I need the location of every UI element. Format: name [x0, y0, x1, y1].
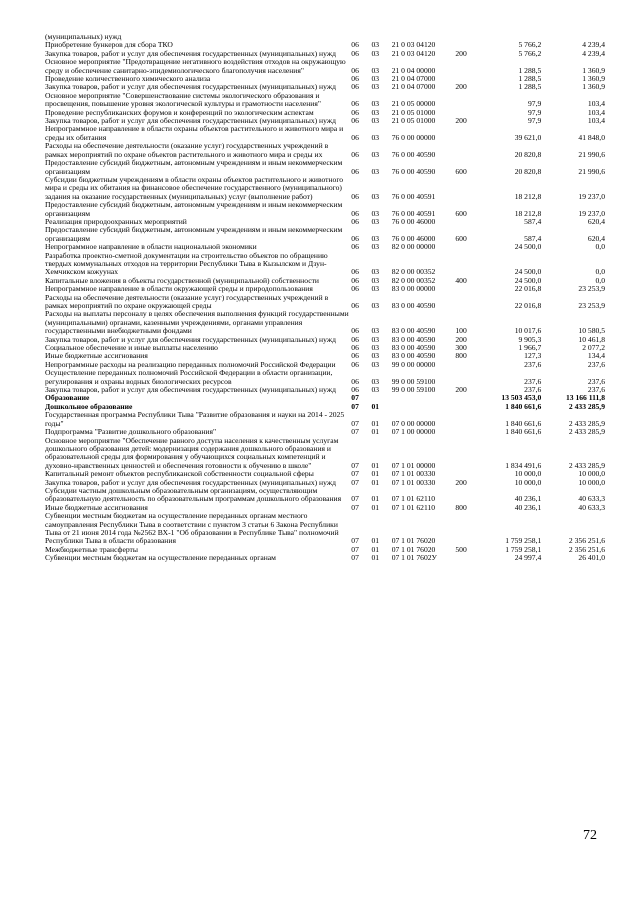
page-number: 72	[583, 828, 597, 843]
budget-table-body	[45, 33, 605, 563]
target-article-code: 83 0 00 40590	[391, 326, 436, 336]
target-article-code: 07 1 01 00330	[391, 477, 436, 487]
amount-year-2: 0,0	[595, 267, 605, 277]
amount-year-2: 0,0	[595, 275, 605, 285]
amount-year-1: 1 288,5	[518, 65, 542, 75]
amount-year-1: 237,6	[524, 385, 542, 395]
table-row	[45, 92, 605, 109]
amount-year-2: 4 239,4	[582, 48, 605, 58]
section-code: 06	[351, 343, 359, 353]
amount-year-1: 97,9	[527, 107, 542, 117]
target-article-code: 99 0 00 59100	[391, 385, 436, 395]
amount-year-1: 1 759 258,1	[505, 536, 542, 546]
subsection-code: 03	[371, 301, 380, 310]
amount-year-2: 2 433 285,9	[568, 427, 605, 437]
expense-type-code	[455, 361, 477, 369]
row-name: Расходы на выплаты персоналу в целях обеспечения выполнения функций государственными (муниципальными) органами, казенными учреждениями, органами управления государственными внебюджетными фондами	[45, 309, 349, 336]
amount-year-1: 9 905,3	[518, 334, 542, 344]
amount-year-1: 97,9	[527, 116, 542, 126]
row-name: Предоставление субсидий бюджетным, автономным учреждениям и иным некоммерческим организациям	[45, 225, 343, 243]
amount-year-1: 40 236,1	[514, 494, 542, 504]
expense-type-code	[455, 428, 477, 436]
subsection-code: 01	[371, 544, 380, 554]
row-name: Капитальный ремонт объектов республиканской собственности социальной сферы	[45, 469, 314, 479]
expense-type-code: 200	[455, 477, 467, 487]
amount-year-1: 24 500,0	[514, 267, 542, 277]
amount-year-2: 10 000,0	[578, 477, 605, 487]
target-article-code: 21 0 05 00000	[391, 99, 436, 109]
table-row	[45, 252, 605, 277]
table-row	[45, 58, 605, 75]
expense-type-code: 600	[455, 233, 467, 243]
section-code: 06	[351, 326, 359, 336]
target-article-code: 07 1 01 62110	[391, 494, 436, 504]
row-name: Закупка товаров, работ и услуг для обеспечения государственных (муниципальных) нужд	[45, 385, 336, 395]
target-article-code: 07 1 01 00330	[391, 469, 436, 479]
amount-year-1: 1 840 661,6	[505, 427, 542, 437]
section-code: 06	[351, 191, 359, 201]
subsection-code: 01	[371, 469, 380, 479]
amount-year-2: 40 633,3	[578, 502, 605, 512]
section-code: 06	[351, 166, 359, 176]
expense-type-code	[455, 554, 477, 562]
subsection-code: 01	[371, 401, 380, 411]
subsection-code: 03	[371, 242, 380, 252]
row-name: Проведение количественного химического анализа	[45, 74, 211, 84]
amount-year-1: 20 820,8	[514, 166, 542, 176]
row-name: Основное мероприятие "Обеспечение равного доступа населения к качественным услугам дошкольного образования детей: модернизация содержания дошкольного образования и образовательной среды для формирования у обучающихся социальных компетенций и духовно-нравственных ценностей и обеспечения готовности к обучению в школе"	[45, 435, 339, 470]
subsection-code: 03	[371, 99, 380, 109]
expense-type-code: 200	[455, 385, 467, 395]
row-name: Закупка товаров, работ и услуг для обеспечения государственных (муниципальных) нужд	[45, 48, 336, 58]
expense-type-code	[455, 92, 477, 109]
expense-type-code	[455, 512, 477, 546]
expense-type-code	[455, 142, 477, 159]
section-code: 06	[351, 99, 359, 109]
row-name: Государственная программа Республики Тыва "Развитие образования и науки на 2014 - 2025 годы"	[45, 410, 345, 428]
subsection-code: 03	[371, 116, 380, 126]
target-article-code: 83 0 00 40590	[391, 301, 436, 310]
amount-year-2: 2 433 285,9	[568, 460, 605, 470]
amount-year-1: 97,9	[527, 99, 542, 109]
target-article-code: 21 0 04 07000	[391, 74, 436, 84]
row-name: Межбюджетные трансферты	[45, 544, 138, 554]
target-article-code: 76 0 00 00000	[391, 132, 436, 142]
expense-type-code	[455, 252, 477, 277]
section-code: 06	[351, 275, 359, 285]
expense-type-code: 600	[455, 208, 467, 218]
table-row	[45, 125, 605, 142]
target-article-code: 21 0 04 00000	[391, 65, 436, 75]
subsection-code: 03	[371, 74, 380, 84]
amount-year-2: 237,6	[587, 376, 605, 386]
section-code: 06	[351, 267, 359, 277]
amount-year-1: 5 766,2	[518, 40, 542, 50]
subsection-code: 03	[371, 216, 380, 226]
amount-year-2: 10 000,0	[578, 469, 605, 479]
amount-year-1: 24 500,0	[514, 275, 542, 285]
subsection-code: 03	[371, 267, 380, 277]
amount-year-2: 237,6	[587, 385, 605, 395]
subsection-code: 03	[371, 351, 380, 361]
amount-year-2: 40 633,3	[578, 494, 605, 504]
target-article-code: 76 0 00 40591	[391, 191, 436, 201]
subsection-code: 03	[371, 233, 380, 243]
row-name: Капитальные вложения в объекты государственной (муниципальной) собственности	[45, 275, 319, 285]
amount-year-1: 1 840 661,6	[505, 418, 542, 428]
amount-year-2: 134,4	[587, 351, 605, 361]
expense-type-code	[455, 437, 477, 471]
section-code: 07	[351, 418, 359, 428]
section-code: 06	[351, 149, 359, 159]
subsection-code: 03	[371, 284, 380, 294]
table-row	[45, 554, 605, 562]
subsection-code: 01	[371, 502, 380, 512]
amount-year-2: 620,4	[587, 233, 605, 243]
target-article-code: 82 0 00 00352	[391, 267, 436, 277]
section-code: 07	[351, 427, 359, 437]
expense-type-code	[455, 243, 477, 251]
row-name: Социальное обеспечение и иные выплаты населению	[45, 343, 218, 353]
row-name: Закупка товаров, работ и услуг для обеспечения государственных (муниципальных) нужд	[45, 477, 336, 487]
amount-year-1: 1 840 661,6	[505, 401, 542, 411]
amount-year-2: 1 360,9	[582, 74, 605, 84]
section-code: 06	[351, 233, 359, 243]
table-row	[45, 201, 605, 218]
amount-year-1: 1 288,5	[518, 82, 542, 92]
subsection-code: 03	[371, 107, 380, 117]
target-article-code: 99 0 00 59100	[391, 376, 436, 386]
target-article-code: 07 1 01 00000	[391, 460, 436, 470]
expense-type-code	[455, 403, 477, 411]
section-code: 07	[351, 553, 359, 563]
subsection-code: 03	[371, 376, 380, 386]
amount-year-2: 19 237,0	[578, 208, 605, 218]
section-code: 06	[351, 351, 359, 361]
amount-year-1: 22 016,8	[514, 301, 542, 310]
amount-year-2: 103,4	[587, 116, 605, 126]
amount-year-1: 587,4	[524, 216, 542, 226]
subsection-code: 01	[371, 460, 380, 470]
expense-type-code: 200	[455, 116, 467, 126]
expense-type-code: 400	[455, 275, 467, 285]
row-name: Основное мероприятие "Совершенствование системы экологического образования и просвещения, повышение уровня экологической культуры и грамотности населения"	[45, 90, 321, 109]
section-code: 07	[351, 494, 359, 504]
section-code: 06	[351, 284, 359, 294]
row-name: Дошкольное образование	[45, 401, 133, 411]
amount-year-2: 26 401,0	[578, 553, 605, 563]
amount-year-2: 0,0	[595, 242, 605, 252]
amount-year-1: 237,6	[524, 359, 542, 369]
section-code: 06	[351, 216, 359, 226]
amount-year-1: 10 000,0	[514, 477, 542, 487]
subsection-code: 03	[371, 275, 380, 285]
target-article-code: 76 0 00 40590	[391, 166, 436, 176]
target-article-code: 83 0 00 40590	[391, 343, 436, 353]
section-code: 07	[351, 502, 359, 512]
section-code: 06	[351, 359, 359, 369]
expense-type-code: 200	[455, 82, 467, 92]
table-row	[45, 512, 605, 546]
expense-type-code: 300	[455, 343, 467, 353]
amount-year-2: 2 356 251,6	[568, 544, 605, 554]
section-code: 06	[351, 132, 359, 142]
target-article-code: 76 0 00 40590	[391, 149, 436, 159]
expense-type-code	[455, 394, 477, 402]
amount-year-2: 237,6	[587, 359, 605, 369]
row-name: Закупка товаров, работ и услуг для обеспечения государственных (муниципальных) нужд	[45, 82, 336, 92]
row-name: Подпрограмма "Развитие дошкольного образования"	[45, 427, 217, 437]
subsection-code: 03	[371, 149, 380, 159]
target-article-code: 07 1 01 62110	[391, 502, 436, 512]
expense-type-code: 600	[455, 166, 467, 176]
row-name: Субсидии бюджетным учреждениям в области охраны объектов растительного и животного мира и среды их обитания на финансовое обеспечение государственного (муниципального) задания на оказание государственных (муниципальных) услуг (выполнение работ)	[45, 174, 344, 201]
amount-year-2: 2 356 251,6	[568, 536, 605, 546]
subsection-code: 03	[371, 343, 380, 353]
table-row	[45, 159, 605, 176]
amount-year-2: 2 077,2	[582, 343, 605, 353]
row-name: Непрограммное направление в области окружающей среды и природопользования	[45, 284, 313, 294]
row-name: Реализация природоохранных мероприятий	[45, 216, 187, 226]
row-name: Непрограммные расходы на реализацию переданных полномочий Российской Федерации	[45, 359, 336, 369]
target-article-code: 83 0 00 00000	[391, 284, 436, 294]
amount-year-2: 23 253,9	[578, 301, 605, 310]
subsection-code: 03	[371, 326, 380, 336]
target-article-code	[392, 394, 456, 402]
subsection-code: 03	[371, 191, 380, 201]
row-name: Основное мероприятие "Предотвращение негативного воздействия отходов на окружающую среду и обеспечение санитарно-эпидемиологического благополучия населения"	[45, 57, 346, 75]
row-name: Расходы на обеспечение деятельности (оказание услуг) государственных учреждений в рамках мероприятий по охране объектов растительного и животного мира и среды их	[45, 141, 329, 159]
expense-type-code	[455, 294, 477, 311]
expense-type-code: 100	[455, 326, 467, 336]
amount-year-1: 18 212,8	[514, 208, 542, 218]
target-article-code: 07 1 01 76020	[391, 544, 436, 554]
row-name: Иные бюджетные ассигнования	[45, 351, 148, 361]
amount-year-1: 24 500,0	[514, 242, 542, 252]
amount-year-1: 40 236,1	[514, 502, 542, 512]
expense-type-code	[455, 33, 477, 41]
amount-year-2: 103,4	[587, 107, 605, 117]
section-code: 07	[351, 469, 359, 479]
amount-year-1: 10 017,6	[514, 326, 542, 336]
amount-year-1: 237,6	[524, 376, 542, 386]
section-code: 06	[351, 82, 359, 92]
subsection-code: 03	[371, 82, 380, 92]
expense-type-code	[455, 58, 477, 75]
section-code: 06	[351, 74, 359, 84]
amount-year-1: 10 000,0	[514, 469, 542, 479]
subsection-code: 03	[371, 334, 380, 344]
table-row	[45, 176, 605, 201]
row-name: Разработка проектно-сметной документации на строительство объектов по обращению твердых коммунальных отходов на территории Республики Тыва в Кызылском и Дзун-Хемчикском кожуунах	[45, 250, 328, 277]
amount-year-1: 5 766,2	[518, 48, 542, 58]
section-code: 06	[351, 301, 359, 310]
row-name: Приобретение бункеров для сбора ТКО	[45, 40, 173, 50]
row-name: Проведение республиканских форумов и конференций по экологическим аспектам	[45, 107, 314, 117]
section-code: 06	[351, 40, 359, 50]
row-name: Непрограммное направление в области национальной экономики	[45, 242, 257, 252]
row-name: Субвенции местным бюджетам на осуществление переданных органам	[45, 553, 276, 563]
amount-year-2: 10 580,5	[578, 326, 605, 336]
section-code: 06	[351, 107, 359, 117]
amount-year-1: 1 759 258,1	[505, 544, 542, 554]
table-row	[45, 294, 605, 311]
subsection-code: 03	[371, 132, 380, 142]
expense-type-code	[455, 285, 477, 293]
subsection-code: 01	[371, 536, 380, 546]
target-article-code: 21 0 03 04120	[391, 40, 436, 50]
section-code: 06	[351, 48, 359, 58]
target-article-code: 83 0 00 40590	[391, 334, 436, 344]
expense-type-code	[455, 369, 477, 386]
target-article-code: 07 1 01 7602У	[391, 553, 437, 563]
subsection-code: 01	[371, 553, 380, 563]
expense-type-code	[455, 487, 477, 504]
expense-type-code: 800	[455, 502, 467, 512]
subsection-code: 01	[371, 427, 380, 437]
table-row	[45, 411, 605, 428]
amount-year-2: 13 166 111,8	[565, 393, 605, 403]
subsection-code: 03	[371, 385, 380, 395]
target-article-code: 76 0 00 46000	[391, 216, 436, 226]
row-name: (муниципальных) нужд	[45, 32, 122, 41]
amount-year-2: 2 433 285,9	[568, 401, 605, 411]
subsection-code: 01	[371, 477, 380, 487]
section-code: 07	[351, 393, 359, 403]
amount-year-2: 21 990,6	[578, 166, 605, 176]
row-name: Предоставление субсидий бюджетным, автономным учреждениям и иным некоммерческим организациям	[45, 158, 343, 176]
target-article-code: 21 0 04 07000	[391, 82, 436, 92]
row-name: Закупка товаров, работ и услуг для обеспечения государственных (муниципальных) нужд	[45, 116, 336, 126]
table-row	[45, 310, 605, 335]
expense-type-code	[455, 218, 477, 226]
target-article-code: 07 0 00 00000	[391, 418, 436, 428]
section-code: 07	[351, 460, 359, 470]
section-code: 07	[351, 477, 359, 487]
row-name: Субвенции местным бюджетам на осуществление переданных органам местного самоуправления Республики Тыва в соответствии с пунктом 3 статьи 6 Закона Республики Тыва от 21 июня 2014 года №2562 ВХ-1 "Об образовании в Республике Тыва" полномочий Республики Тыва в области образования	[45, 511, 339, 546]
amount-year-1: 13 503 453,0	[501, 393, 542, 403]
amount-year-2: 103,4	[587, 99, 605, 109]
expense-type-code	[455, 411, 477, 428]
section-code: 07	[351, 401, 359, 411]
amount-year-2: 19 237,0	[578, 191, 605, 201]
subsection-code: 03	[371, 65, 380, 75]
target-article-code: 07 1 00 00000	[391, 427, 436, 437]
expense-type-code: 200	[455, 48, 467, 58]
amount-year-2: 1 360,9	[582, 65, 605, 75]
table-row	[45, 142, 605, 159]
amount-year-1: 24 997,4	[514, 553, 542, 563]
target-article-code: 07 1 01 76020	[391, 536, 436, 546]
amount-year-1: 127,3	[524, 351, 542, 361]
amount-year-2: 1 360,9	[582, 82, 605, 92]
target-article-code: 76 0 00 40591	[391, 208, 436, 218]
budget-table	[45, 33, 605, 563]
section-code: 06	[351, 65, 359, 75]
row-name: Субсидии частным дошкольным образовательным организациям, осуществляющим образовательную деятельность по образовательным программам дошкольного образования	[45, 485, 342, 504]
table-row	[45, 369, 605, 386]
row-name: Иные бюджетные ассигнования	[45, 502, 148, 512]
amount-year-1: 18 212,8	[514, 191, 542, 201]
subsection-code: 03	[371, 166, 380, 176]
target-article-code	[392, 403, 456, 411]
amount-year-2: 620,4	[587, 216, 605, 226]
target-article-code: 82 0 00 00352	[391, 275, 436, 285]
target-article-code: 82 0 00 00000	[391, 242, 436, 252]
subsection-code: 03	[371, 40, 380, 50]
expense-type-code: 200	[455, 334, 467, 344]
table-row	[45, 437, 605, 471]
amount-year-2: 21 990,6	[578, 149, 605, 159]
amount-year-1: 587,4	[524, 233, 542, 243]
table-row	[45, 226, 605, 243]
section-code: 06	[351, 208, 359, 218]
expense-type-code	[455, 176, 477, 201]
section-code: 07	[351, 536, 359, 546]
expense-type-code: 800	[455, 351, 467, 361]
amount-year-2: 2 433 285,9	[568, 418, 605, 428]
subsection-code: 03	[371, 359, 380, 369]
row-name: Непрограммное направление в области охраны объектов растительного и животного мира и среды их обитания	[45, 124, 344, 142]
table-row	[45, 487, 605, 504]
section-code: 06	[351, 242, 359, 252]
section-code: 07	[351, 544, 359, 554]
target-article-code: 99 0 00 00000	[391, 359, 436, 369]
target-article-code: 76 0 00 46000	[391, 233, 436, 243]
expense-type-code	[455, 125, 477, 142]
target-article-code: 83 0 00 40590	[391, 351, 436, 361]
expense-type-code: 500	[455, 544, 467, 554]
amount-year-2: 10 461,8	[578, 334, 605, 344]
amount-year-1: 1 288,5	[518, 74, 542, 84]
amount-year-2: 23 253,9	[578, 284, 605, 294]
amount-year-1: 39 621,0	[514, 132, 542, 142]
amount-year-1: 1 966,7	[518, 343, 542, 353]
target-article-code: 21 0 05 01000	[391, 116, 436, 126]
section-code: 06	[351, 376, 359, 386]
amount-year-2: 4 239,4	[582, 40, 605, 50]
amount-year-1: 1 834 491,6	[505, 460, 542, 470]
amount-year-1: 20 820,8	[514, 149, 542, 159]
row-name: Образование	[45, 393, 90, 403]
amount-year-2: 41 848,0	[578, 132, 605, 142]
row-name: Предоставление субсидий бюджетным, автономным учреждениям и иным некоммерческим организациям	[45, 200, 343, 218]
target-article-code: 21 0 05 01000	[391, 107, 436, 117]
section-code: 06	[351, 385, 359, 395]
amount-year-1: 22 016,8	[514, 284, 542, 294]
row-name: Закупка товаров, работ и услуг для обеспечения государственных (муниципальных) нужд	[45, 334, 336, 344]
row-name: Расходы на обеспечение деятельности (оказание услуг) государственных учреждений в рамках мероприятий по охране окружающей среды	[45, 292, 329, 310]
row-name: Осуществление переданных полномочий Российской Федерации в области организации, регулирования и охраны водных биологических ресурсов	[45, 368, 333, 386]
subsection-code: 01	[371, 418, 380, 428]
section-code: 06	[351, 116, 359, 126]
subsection-code: 01	[371, 494, 380, 504]
section-code: 06	[351, 334, 359, 344]
subsection-code: 03	[371, 208, 380, 218]
target-article-code: 21 0 03 04120	[391, 48, 436, 58]
subsection-code: 03	[371, 48, 380, 58]
